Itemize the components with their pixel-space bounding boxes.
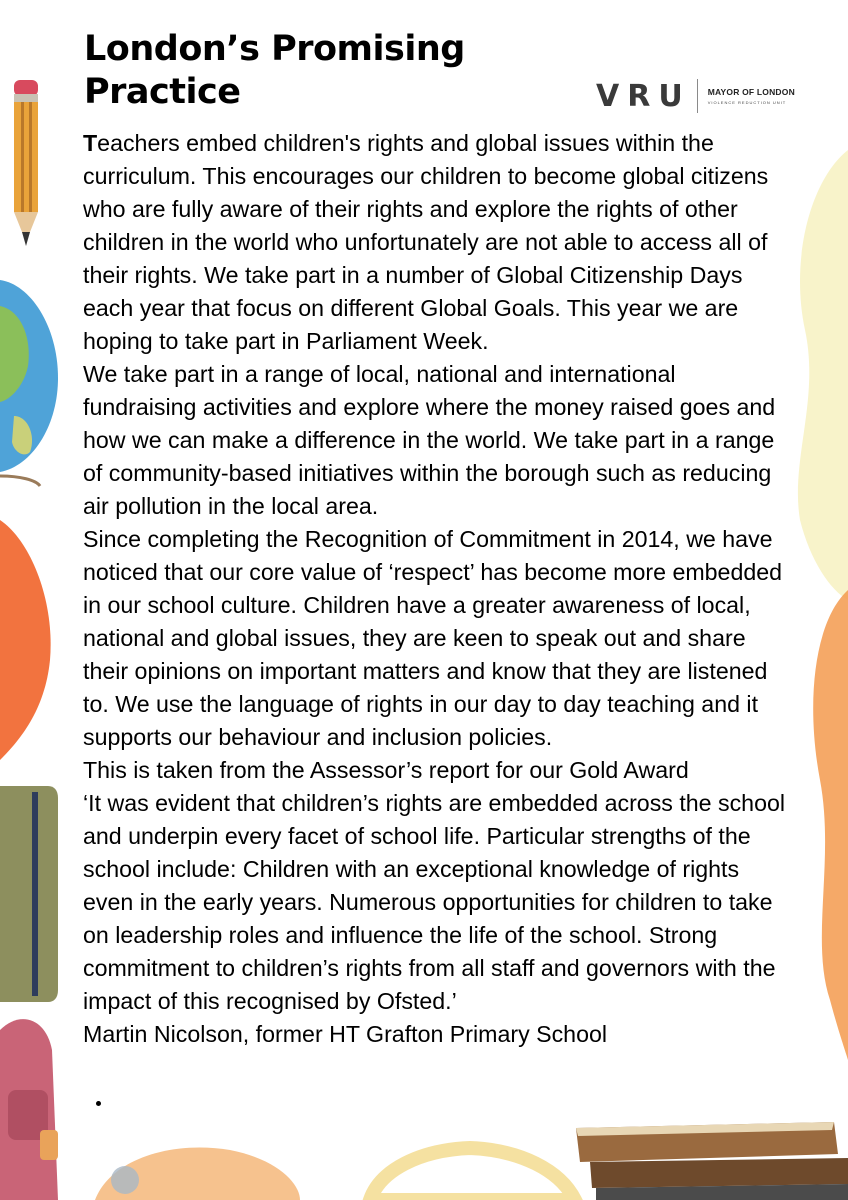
yellow-ring-bottom <box>370 1148 575 1200</box>
paragraph-1 <box>83 127 795 358</box>
body-text <box>83 127 795 1051</box>
logo-vru-text: VRU <box>596 78 691 114</box>
vru-logo <box>596 78 806 114</box>
backpack-icon <box>0 1010 70 1200</box>
paragraph-1-text: eachers embed children's rights and global issues within the curriculum. This encourages our children to become global citizens who are fully aware of their rights and explore the rights of other children in the world who unfortunately are not able to access all of their rights. We take part in a number of Global Citizenship Days each year that focus on different Global Goals. This year we are hoping to take part in Parliament Week. <box>83 130 769 354</box>
attribution: Martin Nicolson, former HT Grafton Primary School <box>83 1021 608 1047</box>
first-letter: T <box>83 130 98 156</box>
logo-mayor-text: MAYOR OF LONDON <box>707 87 795 97</box>
paragraph-2: We take part in a range of local, national and international fundraising activities and explore where the money raised goes and how we can make a difference in the world. We take part in a range of community-based initiatives within the borough such as reducing air pollution in the local area. <box>83 361 776 519</box>
orange-wash-right <box>813 590 848 1060</box>
bullet-point <box>96 1101 101 1106</box>
notebook-icon <box>0 786 58 1002</box>
orange-wash-left <box>0 520 51 760</box>
logo-sub-text: VIOLENCE REDUCTION UNIT <box>707 100 787 105</box>
logo-divider <box>697 79 698 113</box>
page-title <box>84 28 544 114</box>
pencil-icon <box>10 80 42 252</box>
title-line-1: London’s Promising <box>84 29 465 69</box>
title-line-2: Practice <box>84 72 241 112</box>
globe-icon <box>0 276 62 488</box>
logo-mayor-block <box>708 87 795 105</box>
paragraph-4: This is taken from the Assessor’s report for our Gold Award <box>83 757 689 783</box>
yellow-wash-right <box>798 150 848 600</box>
assessor-quote: ‘It was evident that children’s rights are embedded across the school and underpin every facet of school life. Particular strengths of the school include: Children with an exceptional knowledge of rights even in the early years. Numerous opportunities for children to take on leadership roles and influence the life of the school. Strong commitment to children’s rights from all staff and governors with the impact of this recognised by Ofsted.’ <box>83 790 786 1014</box>
paragraph-3: Since completing the Recognition of Commitment in 2014, we have noticed that our core value of ‘respect’ has become more embedded in our school culture. Children have a greater awareness of local, national and global issues, they are keen to speak out and share their opinions on important matters and know that they are listened to. We use the language of rights in our day to day teaching and it supports our behaviour and inclusion policies. <box>83 526 783 750</box>
books-icon <box>566 1108 848 1200</box>
palette-dot <box>111 1166 139 1194</box>
